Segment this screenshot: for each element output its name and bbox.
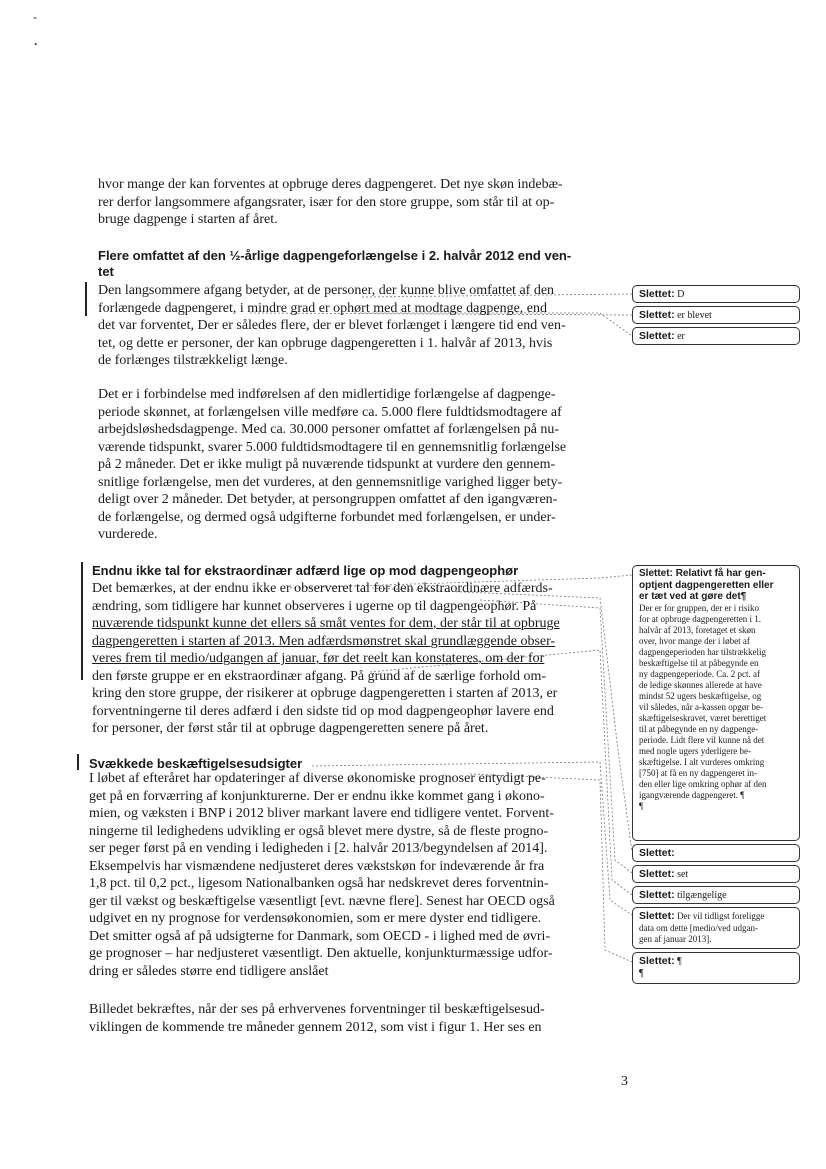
text-line: værende tidspunkt, svarer 5.000 fuldtidsmodtagere til en gennemsnitlig forlængelse (98, 439, 567, 455)
comment-text-line: halvår af 2013, foretaget et skøn (639, 624, 756, 635)
text-line: tet, og dette er personer, der kan opbruge dagpengeretten i 1. halvår af 2013, hvis (98, 335, 553, 351)
heading-line: Flere omfattet af den ½-årlige dagpengeforlængelse i 2. halvår 2012 end ven- (98, 248, 572, 263)
comment-balloon-deleted[interactable] (632, 285, 800, 303)
text-line: mien, og væksten i BNP i 2012 bliver markant lavere end tidligere ventet. Forvent- (89, 806, 554, 821)
comment-text-line: gen af januar 2013]. (639, 934, 712, 944)
text-line: get på en forværring af konjunkturerne. Der er endnu ikke kommet gang i økono- (89, 788, 545, 804)
comment-text-line: skæftigelse. I alt vurderes omkring (639, 756, 765, 767)
paragraph-langsommere-afgang (98, 282, 598, 370)
text-line: vurderede. (98, 527, 158, 542)
comment-text-line: ¶ (639, 800, 644, 811)
text-line: hvor mange der kan forventes at opbruge deres dagpengeret. Det nye skøn indebæ- (98, 177, 563, 192)
comment-label: Slettet: (639, 288, 675, 300)
text-line: snitlige forlængelse, men det vurderes, at den gennemsnitlige varighed ligger bety- (98, 474, 563, 490)
comment-balloon-deleted-large[interactable] (632, 565, 800, 841)
heading-line: tet (98, 264, 114, 279)
comment-text-line: til at påbegynde en ny dagpenge- (639, 723, 759, 734)
comment-text: tilgængelige (677, 890, 727, 901)
comment-text-line: mindst 52 ugers beskæftigelse, og (639, 690, 762, 701)
comment-label: Slettet: (639, 889, 675, 901)
change-bar (77, 754, 79, 770)
text-line: I løbet af efteråret har opdateringer af diverse økonomiske prognoser entydigt pe- (89, 771, 546, 786)
text-line: Den langsommere afgang betyder, at de personer, der kunne blive omfattet af den (98, 283, 555, 298)
comment-balloon-deleted[interactable] (632, 844, 800, 862)
comment-heading-line: er tæt ved at gøre det¶ (639, 591, 747, 602)
text-line: den første gruppe er en ekstraordinær afgang. På grund af de særlige forhold om- (92, 668, 547, 684)
page-number: 3 (621, 1074, 628, 1089)
change-bar (85, 282, 87, 316)
comment-text: ¶ (639, 968, 644, 979)
comment-text-line: skæftigelseskravet, været berettiget (639, 712, 767, 723)
text-line: 1,8 pct. til 0,2 pct., ligesom Nationalbanken også har nedskrevet deres forventnin- (89, 876, 549, 891)
stray-dot-mark: . (34, 34, 38, 48)
section-heading-dagpengeforlaengelse (98, 248, 598, 280)
text-line: ser peger først på en vending i ledigheden i [2. halvår 2013/begyndelsen af 2014]. (89, 841, 548, 856)
text-line: på 2 måneder. Det er ikke muligt på nuværende tidspunkt at vurdere den gennem- (98, 457, 556, 472)
paragraph-afgangsrater (98, 176, 598, 229)
text-line: viklingen de kommende tre måneder gennem 2012, som vist i figur 1. Her ses en (89, 1019, 542, 1035)
paragraph-beskaeftigelsesudsigter (89, 770, 589, 980)
text-line: Det er i forbindelse med indførelsen af den midlertidige forlængelse af dagpenge- (98, 387, 556, 402)
text-line: Det smitter også af på udsigterne for Danmark, som OECD - i lighed med de øvri- (89, 928, 551, 944)
comment-text: ¶ (677, 956, 682, 967)
text-line: dring er således større end tidligere anslået (89, 963, 329, 979)
text-line: de forlængelse, og dermed også udgifterne forbundet med forlængelsen, er under- (98, 509, 556, 525)
text-line: forventningerne til deres adfærd i den sidste tid op mod dagpengeophør lavere end (92, 703, 554, 719)
section-heading-beskaeftigelsesudsigter: Svækkede beskæftigelsesudsigter (89, 756, 303, 771)
comment-text-line: periode. Lidt flere vil kunne nå det (639, 734, 765, 745)
text-line: det var forventet, Der er således flere, der er blevet forlænget i længere tid end ven- (98, 318, 566, 333)
text-line: Billedet bekræftes, når der ses på erhvervenes forventninger til beskæftigelsesud- (89, 1002, 545, 1017)
comment-text-line: med nogle ugers yderligere be- (639, 745, 751, 756)
text-line: dagpengeretten i starten af 2013. Men adfærdsmønstret skal grundlæggende obser- (92, 633, 556, 649)
paragraph-ekstraordinaer-adfaerd (92, 580, 592, 738)
comment-text: set (677, 869, 689, 880)
comment-text-line: vil således, når a-kassen opgør be- (639, 701, 763, 712)
text-line: deligt over 2 måneder. Det betyder, at persongruppen omfattet af den igangværen- (98, 492, 558, 507)
comment-balloon-deleted[interactable] (632, 952, 800, 984)
comment-text-line: de ledige skønnes allerede at have (639, 679, 762, 690)
comment-text-line: for at opbruge dagpengeretten i 1. (639, 613, 761, 624)
comment-text-line: Der vil tidligst foreligge (677, 911, 765, 921)
paragraph-erhvervenes-forventninger (89, 1001, 589, 1036)
comment-text-line: igangværende dagpengeret. ¶ (639, 789, 745, 800)
text-line: de forlænges tilstrækkeligt længe. (98, 353, 288, 368)
text-line: rer derfor langsommere afgangsrater, især for den store gruppe, som står til at op- (98, 194, 555, 210)
text-line: Eksempelvis har vismændene nedjusteret deres vækstskøn for indeværende år fra (89, 858, 545, 874)
text-line: ændring, som tidligere har kunnet observeres i ugerne op til dagpengeophør. På (92, 598, 537, 614)
text-line: Det bemærkes, at der endnu ikke er observeret tal for den ekstraordinære adfærds- (92, 581, 553, 596)
paragraph-midlertidige-forlaengelse (98, 386, 598, 544)
text-line: ningerne til ledighedens udvikling er også blevet mere dystre, så de fleste progno- (89, 823, 549, 839)
text-line: kring den store gruppe, der risikerer at opbruge dagpengeretten i starten af 2013, er (92, 686, 558, 701)
stray-dash-mark: - (33, 10, 37, 24)
comment-label: Slettet: (639, 330, 675, 342)
comment-text-line: [750] at få en ny dagpengeret in- (639, 767, 757, 778)
comment-text-line: ny dagpengeperiode. Ca. 2 pct. af (639, 668, 760, 679)
text-line: nuværende tidspunkt kunne det ellers så småt ventes for dem, der står til at opbruge (92, 616, 560, 631)
text-line: ge prognoser – har nedjusteret væsentligt. Den aktuelle, konjunkturmæssige udfor- (89, 946, 553, 961)
text-line: udgivet en ny prognose for verdensøkonomien, som er mere dyster end tidligere. (89, 911, 542, 926)
comment-text: er blevet (677, 310, 712, 321)
text-line: bruge dagpenge i starten af året. (98, 212, 278, 227)
comment-heading-line: optjent dagpengeretten eller (639, 579, 774, 591)
comment-heading-line: Relativt få har gen- (675, 568, 766, 579)
comment-text-line: den eller lige omkring ophør af den (639, 778, 767, 789)
comment-label: Slettet: (639, 309, 675, 321)
comment-label: Slettet: (639, 910, 675, 922)
comment-label: Slettet: (639, 568, 673, 579)
text-line: arbejdsløshedsdagpenge. Med ca. 30.000 personer omfattet af forlængelsen på nu- (98, 422, 560, 437)
comment-label: Slettet: (639, 955, 675, 967)
comment-balloon-deleted[interactable] (632, 907, 800, 949)
comment-text-line: over, hvor mange der i løbet af (639, 635, 750, 646)
text-line: forlængede dagpengeret, i mindre grad er ophørt med at modtage dagpenge, end (98, 300, 548, 316)
comment-balloon-deleted[interactable] (632, 306, 800, 324)
text-line: veres frem til medio/udgangen af januar, før det reelt kan konstateres, om der for (92, 651, 545, 666)
comment-text-line: data om dette [medio/ved udgan- (639, 923, 758, 933)
text-line: periode skønnet, at forlængelsen ville medføre ca. 5.000 flere fuldtidsmodtagere af (98, 404, 562, 420)
text-line: for personer, der først står til at opbruge dagpengeretten senere på året. (92, 721, 489, 736)
change-bar (81, 562, 83, 680)
comment-balloon-deleted[interactable] (632, 327, 800, 345)
section-heading-ekstraordinaer-adfaerd: Endnu ikke tal for ekstraordinær adfærd lige op mod dagpengeophør (92, 563, 519, 578)
comment-text-line: dagpengeperioden har tilstrækkelig (639, 646, 766, 657)
comment-balloon-deleted[interactable] (632, 886, 800, 904)
comment-text-line: Der er for gruppen, der er i risiko (639, 602, 759, 613)
comment-label: Slettet: (639, 868, 675, 880)
comment-text-line: beskæftigelse til at påbegynde en (639, 657, 759, 668)
comment-balloon-deleted[interactable] (632, 865, 800, 883)
comment-text: D (677, 289, 685, 300)
comment-label: Slettet: (639, 847, 675, 859)
text-line: ger til vækst og beskæftigelse væsentligt [evt. nævne flere]. Senest har OECD også (89, 893, 555, 909)
comment-text: er (677, 331, 685, 342)
